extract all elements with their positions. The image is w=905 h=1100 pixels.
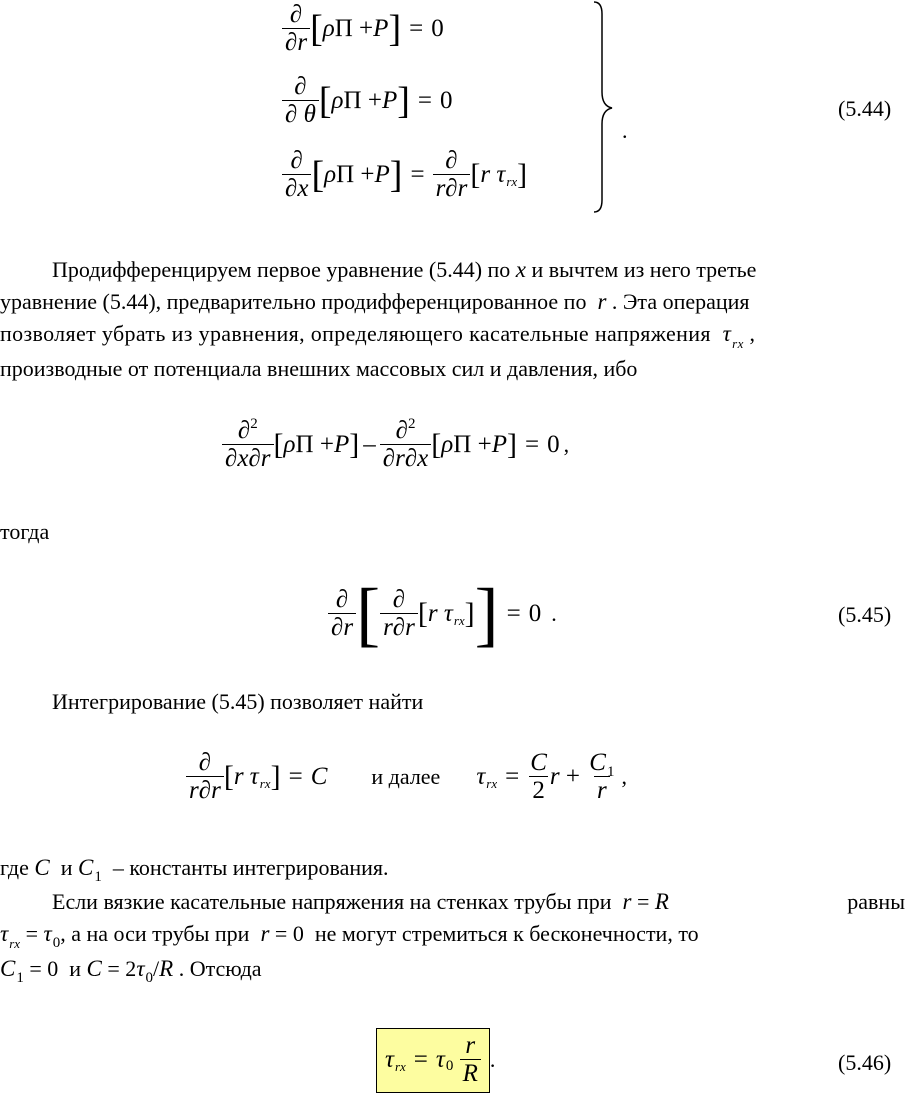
right-brace	[590, 0, 620, 215]
eq-5-46: τ rx = τ 0 $\frac{r}{R}$ .	[376, 1028, 495, 1093]
eq-integrated: $\frac{\partial}{r\partial r}$ [ r τ rx ] = C и далее τ rx = $\frac{C}{2}$ r + $\frac{C_1}{r}$ ,	[186, 750, 627, 805]
eq-5-44-line-2: $\frac{\partial}{\partial \theta}$ [ ρ Π + P ] = 0	[282, 74, 453, 129]
eq-5-44-line-3: $\frac{\partial}{\partial x}$ [ ρ Π + P ] = $\frac{\partial}{r\partial r}$ [ r τ rx ]	[282, 148, 527, 203]
paragraph-1: Продифференцируем первое уравнение (5.44) по x и вычтем из него третье уравнение (5.44), предварительно продифференцированное по r . Эта операция позволяет убрать из уравнения, определяющего касательные напряжения $\tau_{rx}$ , производные от потенциала внешних массовых сил и давления, ибо	[0, 254, 905, 385]
eq-5-45: $\frac{\partial}{\partial r}$ [ $\frac{\partial}{r\partial r}$ [ r τ rx ] ] = 0 .	[328, 578, 557, 650]
eq-5-44-number: (5.44)	[838, 96, 892, 121]
p1-line3: позволяет убрать из уравнения, определяющего касательные напряжения	[0, 321, 711, 346]
eq-5-45-number: (5.45)	[838, 602, 892, 627]
paragraph-constants: где C и $C_1$ – константы интегрирования.	[0, 855, 389, 885]
eq-5-46-highlight-box: τ rx = τ 0 $\frac{r}{R}$	[376, 1028, 490, 1093]
p1-line2-a: уравнение (5.44), предварительно продифференцированное по	[0, 289, 587, 314]
text-togda: тогда	[0, 519, 50, 544]
paragraph-boundary: Если вязкие касательные напряжения на стенках трубы при r = R равны $\tau_{rx} = \tau_0$, а на оси трубы при r = 0 не могут стремиться к бесконечности, то $C_1 = 0$ и $C = 2\tau_0/R$ . Отсюда	[0, 889, 905, 986]
paragraph-integration: Интегрирование (5.45) позволяет найти	[52, 689, 424, 714]
eq-mixed-derivatives: $\frac{\partial^2}{\partial x\partial r}$ [ ρ Π + P ] – $\frac{\partial^2}{\partial r\partial x}$ [ ρ Π + P ] = 0 ,	[222, 418, 569, 473]
p1-line4: производные от потенциала внешних массовых сил и давления, ибо	[0, 356, 638, 381]
eq-5-44-dot: .	[622, 118, 628, 143]
p1-line1-b: и вычтем из него третье	[531, 257, 757, 282]
p1-line2-b: . Эта операция	[611, 289, 750, 314]
p1-line1-a: Продифференцируем первое уравнение (5.44) по	[52, 257, 511, 282]
eq-5-46-number: (5.46)	[838, 1050, 892, 1075]
eq-5-44-line-1: $\frac{\partial}{\partial r}$ [ ρ Π + P ] = 0	[282, 2, 444, 57]
